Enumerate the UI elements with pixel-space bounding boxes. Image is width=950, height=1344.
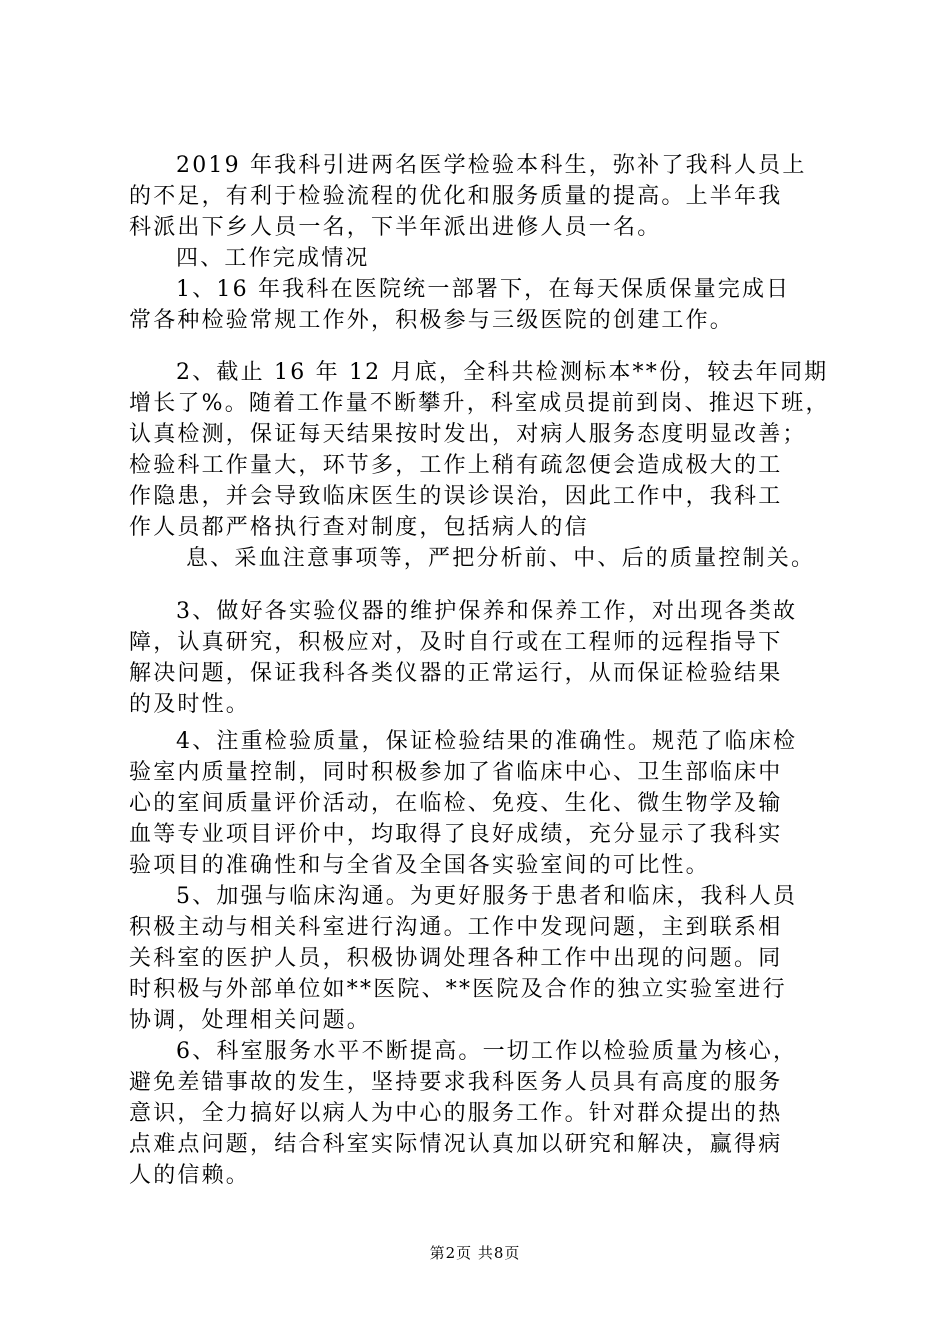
section-heading: 四、工作完成情况 — [176, 246, 370, 271]
text-line: 3、做好各实验仪器的维护保养和保养工作，对出现各类故 — [176, 599, 798, 624]
page-footer: 第2页 共8页 — [429, 1244, 521, 1262]
text-line: 4、注重检验质量，保证检验结果的准确性。规范了临床检 — [176, 729, 798, 754]
text-line: 2、截止 16 年 12 月底，全科共检测标本**份，较去年同期 — [176, 360, 829, 385]
text-line: 关科室的医护人员，积极协调处理各种工作中出现的问题。同 — [129, 946, 783, 971]
text-line: 6、科室服务水平不断提高。一切工作以检验质量为核心， — [176, 1039, 798, 1064]
text-line: 科派出下乡人员一名，下半年派出进修人员一名。 — [129, 215, 662, 240]
text-line: 2019 年我科引进两名医学检验本科生，弥补了我科人员上 — [176, 153, 807, 178]
text-line: 避免差错事故的发生，坚持要求我科医务人员具有高度的服务 — [129, 1070, 783, 1095]
text-line: 认真检测，保证每天结果按时发出，对病人服务态度明显改善； — [129, 422, 807, 447]
text-line: 息、采血注意事项等，严把分析前、中、后的质量控制关。 — [186, 546, 816, 571]
text-line: 5、加强与临床沟通。为更好服务于患者和临床，我科人员 — [176, 884, 798, 909]
text-line: 检验科工作量大，环节多，工作上稍有疏忽便会造成极大的工 — [129, 453, 783, 478]
text-line: 障，认真研究，积极应对，及时自行或在工程师的远程指导下 — [129, 630, 783, 655]
text-line: 验室内质量控制，同时积极参加了省临床中心、卫生部临床中 — [129, 760, 783, 785]
text-line: 心的室间质量评价活动，在临检、免疫、生化、微生物学及输 — [129, 791, 783, 816]
text-line: 作人员都严格执行查对制度，包括病人的信 — [129, 515, 589, 540]
text-line: 作隐患，并会导致临床医生的误诊误治，因此工作中，我科工 — [129, 484, 783, 509]
text-line: 意识，全力搞好以病人为中心的服务工作。针对群众提出的热 — [129, 1101, 783, 1126]
text-line: 1、16 年我科在医院统一部署下，在每天保质保量完成日 — [176, 277, 791, 302]
text-line: 的不足，有利于检验流程的优化和服务质量的提高。上半年我 — [129, 184, 783, 209]
text-line: 增长了%。随着工作量不断攀升，科室成员提前到岗、推迟下班， — [129, 391, 830, 416]
text-line: 人的信赖。 — [129, 1163, 251, 1188]
text-line: 解决问题，保证我科各类仪器的正常运行，从而保证检验结果 — [129, 661, 783, 686]
text-line: 验项目的准确性和与全省及全国各实验室间的可比性。 — [129, 853, 710, 878]
text-line: 常各种检验常规工作外，积极参与三级医院的创建工作。 — [129, 308, 735, 333]
text-line: 点难点问题，结合科室实际情况认真加以研究和解决，赢得病 — [129, 1132, 783, 1157]
text-line: 的及时性。 — [129, 692, 251, 717]
text-line: 时积极与外部单位如**医院、**医院及合作的独立实验室进行 — [129, 977, 787, 1002]
text-line: 协调，处理相关问题。 — [129, 1008, 372, 1033]
text-line: 积极主动与相关科室进行沟通。工作中发现问题，主到联系相 — [129, 915, 783, 940]
text-line: 血等专业项目评价中，均取得了良好成绩，充分显示了我科实 — [129, 822, 783, 847]
